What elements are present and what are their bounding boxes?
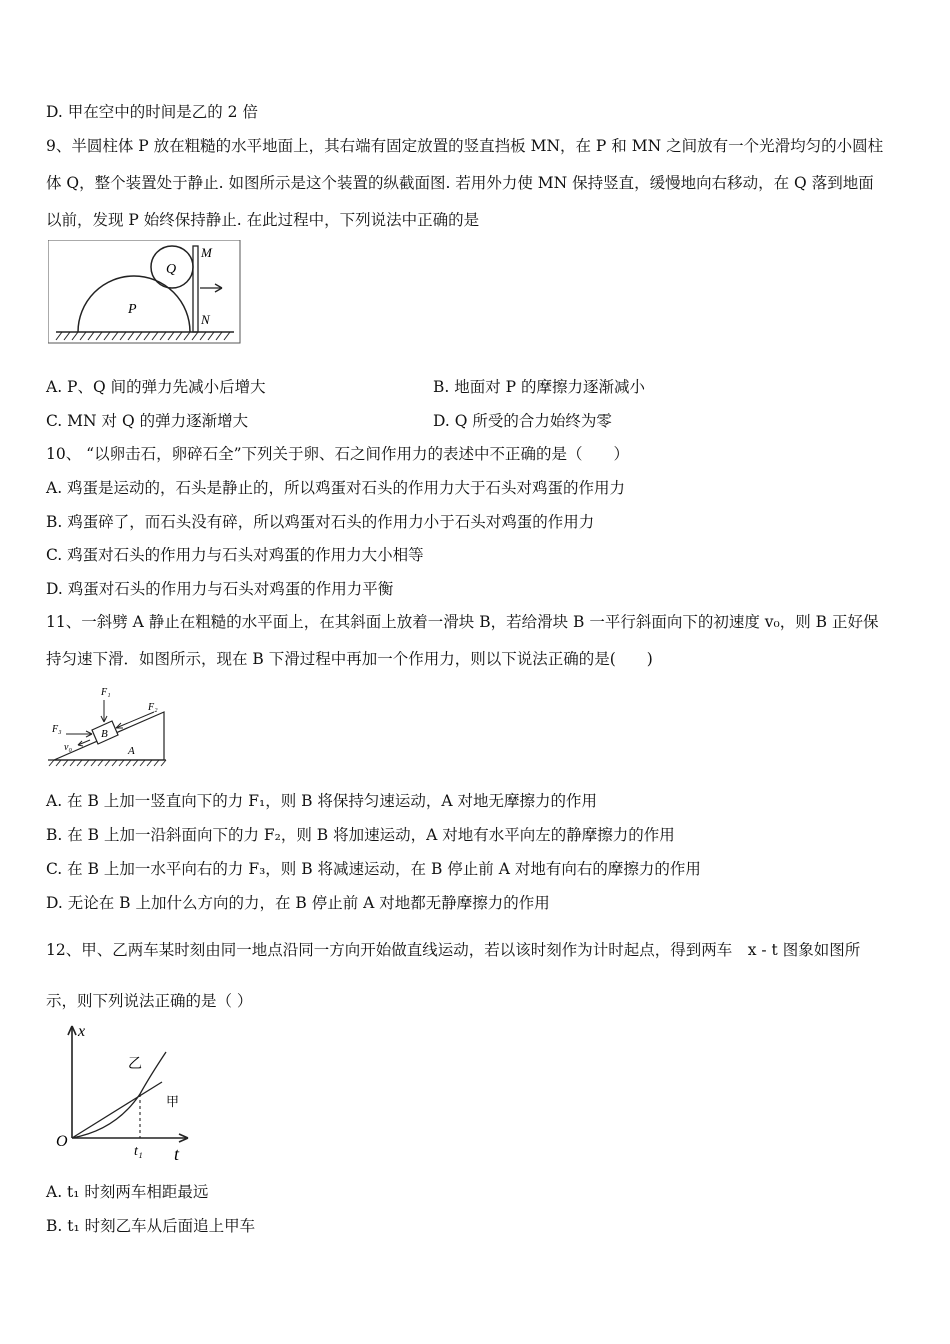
q11-label-f2: F₂ bbox=[148, 702, 158, 713]
q12-label-jia: 甲 bbox=[166, 1095, 180, 1110]
q12-stem-line2: 示，则下列说法正确的是（ ） bbox=[46, 992, 253, 1010]
q9-board-mn bbox=[193, 246, 198, 332]
q12-line-jia bbox=[72, 1082, 162, 1138]
q11-option-b: B. 在 B 上加一沿斜面向下的力 F₂，则 B 将加速运动，A 对地有水平向左的静摩擦力的作用 bbox=[46, 826, 675, 844]
q9-option-a: A. P、Q 间的弹力先减小后增大 bbox=[46, 378, 266, 396]
q12-label-t1: t₁ bbox=[134, 1144, 143, 1159]
q9-option-c: C. MN 对 Q 的弹力逐渐增大 bbox=[46, 412, 249, 430]
q11-stem-line1: 11、一斜劈 A 静止在粗糙的水平面上，在其斜面上放着一滑块 B，若给滑块 B 一平行斜面向下的初速度 v₀，则 B 正好保 bbox=[46, 613, 879, 631]
q11-stem-line2: 持匀速下滑．如图所示，现在 B 下滑过程中再加一个作用力，则以下说法正确的是( ) bbox=[46, 650, 653, 668]
q9-stem-line1: 9、半圆柱体 P 放在粗糙的水平地面上，其右端有固定放置的竖直挡板 MN，在 P 和 MN 之间放有一个光滑均匀的小圆柱 bbox=[46, 137, 884, 155]
q9-label-m: M bbox=[201, 245, 212, 260]
q10-option-d: D. 鸡蛋对石头的作用力与石头对鸡蛋的作用力平衡 bbox=[46, 580, 394, 598]
q12-option-b: B. t₁ 时刻乙车从后面追上甲车 bbox=[46, 1217, 256, 1235]
q11-label-f1: F₁ bbox=[101, 687, 111, 698]
q9-stem-line3: 以前，发现 P 始终保持静止. 在此过程中，下列说法中正确的是 bbox=[46, 211, 480, 229]
q8-option-d: D. 甲在空中的时间是乙的 2 倍 bbox=[46, 103, 258, 121]
q11-label-f3: F₃ bbox=[52, 724, 62, 735]
q11-option-c: C. 在 B 上加一水平向右的力 F₃，则 B 将减速运动，在 B 停止前 A 对地有向右的摩擦力的作用 bbox=[46, 860, 701, 878]
q12-curve-yi bbox=[72, 1052, 166, 1138]
q12-figure-xt-graph bbox=[54, 1022, 204, 1164]
q11-label-b: B bbox=[101, 728, 108, 740]
q10-stem: 10、 “以卵击石，卵碎石全”下列关于卵、石之间作用力的表述中不正确的是（ ） bbox=[46, 445, 630, 463]
q12-label-x: x bbox=[78, 1023, 86, 1040]
q9-stem-line2: 体 Q，整个装置处于静止. 如图所示是这个装置的纵截面图. 若用外力使 MN 保持竖直，缓慢地向右移动，在 Q 落到地面 bbox=[46, 174, 874, 192]
q10-option-b: B. 鸡蛋碎了，而石头没有碎，所以鸡蛋对石头的作用力小于石头对鸡蛋的作用力 bbox=[46, 513, 595, 531]
q12-option-a: A. t₁ 时刻两车相距最远 bbox=[46, 1183, 209, 1201]
q11-label-v0: v₀ bbox=[64, 742, 72, 753]
q9-ground-hatch bbox=[56, 332, 230, 340]
q11-option-d: D. 无论在 B 上加什么方向的力，在 B 停止前 A 对地都无静摩擦力的作用 bbox=[46, 894, 550, 912]
q11-ground-hatch bbox=[49, 760, 166, 766]
q11-figure-wedge-diagram bbox=[46, 682, 170, 768]
q9-label-n: N bbox=[201, 312, 210, 327]
q11-label-a: A bbox=[128, 745, 135, 757]
q11-option-a: A. 在 B 上加一竖直向下的力 F₁，则 B 将保持匀速运动，A 对地无摩擦力的作用 bbox=[46, 792, 598, 810]
q10-option-a: A. 鸡蛋是运动的，石头是静止的，所以鸡蛋对石头的作用力大于石头对鸡蛋的作用力 bbox=[46, 479, 626, 497]
q9-option-b: B. 地面对 P 的摩擦力逐渐减小 bbox=[433, 378, 646, 396]
q12-label-yi: 乙 bbox=[128, 1056, 142, 1072]
q11-force-f2-arrow bbox=[116, 712, 154, 728]
q9-label-p: P bbox=[128, 302, 137, 317]
q9-figure-semicylinder-diagram bbox=[48, 240, 244, 344]
q12-label-o: O bbox=[56, 1133, 68, 1150]
q9-label-q: Q bbox=[166, 262, 177, 277]
q9-option-d: D. Q 所受的合力始终为零 bbox=[433, 412, 612, 430]
q12-label-t: t bbox=[174, 1144, 180, 1164]
q10-option-c: C. 鸡蛋对石头的作用力与石头对鸡蛋的作用力大小相等 bbox=[46, 546, 424, 564]
q12-stem-line1: 12、甲、乙两车某时刻由同一地点沿同一方向开始做直线运动，若以该时刻作为计时起点，得到两车 x - t 图象如图所 bbox=[46, 941, 861, 959]
